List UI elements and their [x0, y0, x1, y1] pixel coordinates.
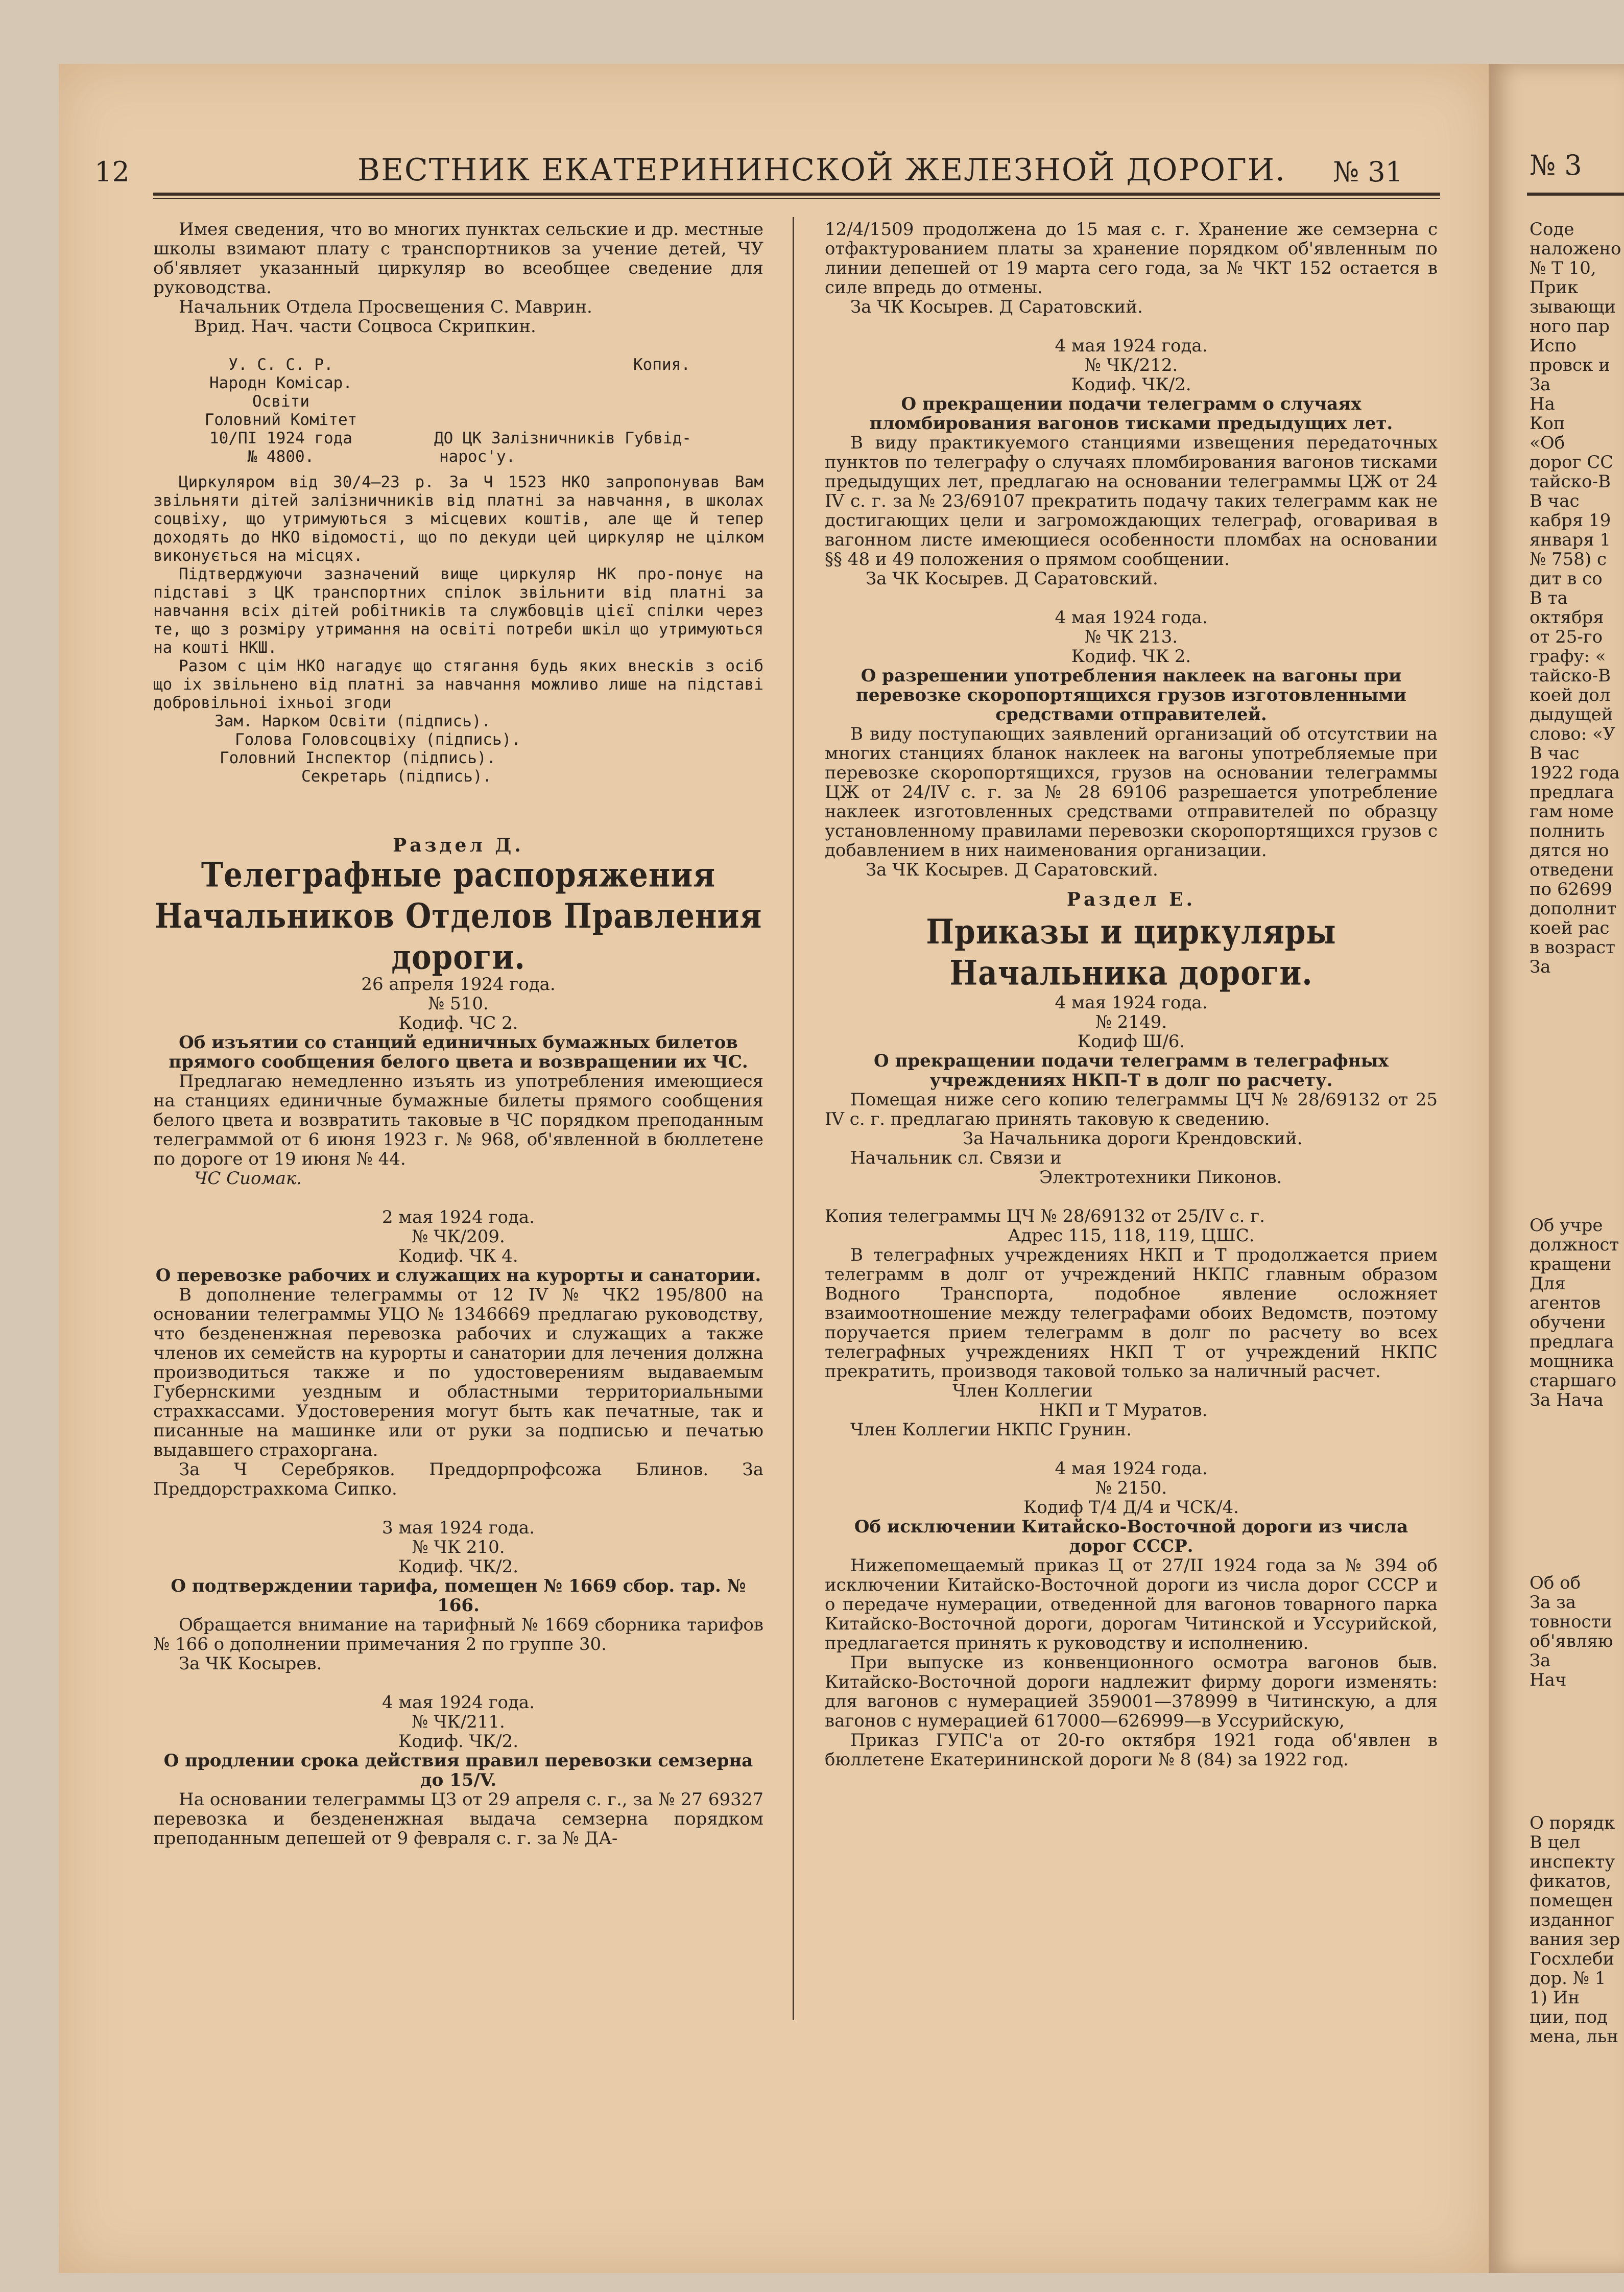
- next-page-line: отведени: [1530, 860, 1614, 880]
- next-page-line: гам номе: [1530, 801, 1614, 822]
- next-page-line: наложено: [1530, 239, 1621, 259]
- right-column: [825, 220, 1438, 1769]
- ua-heading-line: У. С. С. Р.: [228, 356, 333, 374]
- next-page-header: № 3: [1530, 149, 1582, 181]
- codification: Кодиф. ЧС 2.: [398, 1013, 518, 1033]
- next-page-line: О порядк: [1530, 1813, 1615, 1833]
- next-page-line: Нач: [1530, 1670, 1567, 1690]
- date: 4 мая 1924 года.: [1055, 607, 1208, 628]
- next-page-line: от 25-го: [1530, 627, 1603, 647]
- item-text: 12/4/1509 продолжена до 15 мая с. г. Хранение же семзерна с отфактурованием платы за хранение порядком об'явленным по линии депешей от 19 марта сего года, за № ЧКТ 152 остается в силе впредь до отмены.: [825, 219, 1438, 298]
- codification: Кодиф Т/4 Д/4 и ЧСК/4.: [1023, 1497, 1239, 1518]
- next-page-line: обучени: [1530, 1312, 1606, 1333]
- next-page-line: инспекту: [1530, 1852, 1615, 1872]
- item-title: О прекращении подачи телеграмм о случаях пломбирования вагонов тисками предыдущих лет.: [869, 394, 1393, 434]
- item-title: Об исключении Китайско-Восточной дороги из числа дорог СССР.: [854, 1517, 1408, 1556]
- next-page-line: дополнит: [1530, 899, 1617, 919]
- item-text: Нижепомещаемый приказ Ц от 27/II 1924 года за № 394 об исключении Китайско-Восточной дороги из числа дорог СССР и о передаче нумерации, отведенной для вагонов товарного парка Китайско-Восточной дороги, дорогам Читинской и Уссурийской, предлагается принять к руководству и исполнению.: [825, 1555, 1438, 1653]
- signature: За ЧК Косырев. Д Саратовский.: [850, 297, 1143, 317]
- next-page-line: Коп: [1530, 413, 1565, 434]
- next-page-line: кращени: [1530, 1254, 1612, 1274]
- item-title: О прекращении подачи телеграмм в телеграфных учреждениях НКП-Т в долг по расчету.: [873, 1051, 1389, 1091]
- next-page-line: дит в со: [1530, 569, 1603, 589]
- doc-number: № ЧК/212.: [1084, 355, 1178, 375]
- doc-number: № 2150.: [1095, 1478, 1167, 1498]
- signature: Зам. Нарком Освiти (пiдпись).: [214, 712, 491, 730]
- codification: Кодиф. ЧК 2.: [1071, 646, 1191, 667]
- signature: Электротехники Пиконов.: [1039, 1167, 1282, 1188]
- signature: За Ч Серебряков. Преддорпрофсожа Блинов. За Преддорстрахкома Сипко.: [153, 1459, 763, 1499]
- next-page-line: помещен: [1530, 1891, 1614, 1911]
- next-page-line: должност: [1530, 1235, 1619, 1255]
- next-page-line: дор. № 1: [1530, 1968, 1606, 1989]
- telegram-address: Адрес 115, 118, 119, ЦШС.: [1008, 1225, 1255, 1246]
- next-page-line: За: [1530, 957, 1551, 977]
- next-page-rule: [1527, 193, 1624, 196]
- section-label: Раздел Е.: [1066, 889, 1196, 910]
- item-text: Приказ ГУПС'а от 20-го октября 1921 года об'явлен в бюллетене Екатерининской дороги № 8 (84) за 1922 год.: [825, 1730, 1438, 1770]
- date: 4 мая 1924 года.: [1055, 993, 1208, 1013]
- codification: Кодиф. ЧК/2.: [398, 1731, 519, 1752]
- issue-number: № 31: [1333, 156, 1403, 188]
- ua-heading-line: Головний Комiтет: [204, 411, 357, 429]
- next-page-line: 1922 года: [1530, 763, 1620, 783]
- doc-number: № ЧК/209.: [412, 1226, 505, 1247]
- header-rule-thin: [153, 198, 1440, 199]
- signature: Секретарь (пiдпись).: [301, 767, 492, 786]
- date: 4 мая 1924 года.: [1055, 336, 1208, 356]
- next-page-line: дорог СС: [1530, 452, 1614, 472]
- ua-paragraph: Пiдтверджуючи зазначений вище циркуляр НК про-понує на пiдставi з ЦК транспортних спiлок звiльнити вiд платнi за навчання всiх дiтей робiтникiв та службовцiв цiєї спiлки через те, що з розмiру утримання на освiтi потреби шкiл що утримуються на коштi НКШ.: [153, 565, 763, 657]
- item-text: В телеграфных учреждениях НКП и Т продолжается прием телеграмм в долг от учреждений НКПС главным образом Водного Транспорта, подобное явление осложняет взаимоотношение между телеграфами обоих Ведомств, поэтому поручается прием телеграмм в долг по расчету во всех телеграфных учреждениях НКП Т от учреждений НКПС прекратить, производя таковой только за наличный расчет.: [825, 1245, 1438, 1382]
- next-page-line: октября: [1530, 607, 1604, 628]
- codification: Кодиф Ш/6.: [1077, 1031, 1185, 1052]
- signature: Начальник сл. Связи и: [850, 1148, 1062, 1168]
- next-page-line: ции, под: [1530, 2007, 1608, 2027]
- section-label: Раздел Д.: [393, 835, 524, 856]
- next-page-line: Испо: [1530, 336, 1577, 356]
- copy-mark: Копия.: [633, 356, 690, 374]
- next-page-text: [1530, 1216, 1619, 1410]
- ua-heading-line: 10/ПI 1924 года: [209, 429, 352, 447]
- next-page-line: зывающи: [1530, 297, 1616, 317]
- next-page-line: кабря 19: [1530, 510, 1611, 531]
- doc-number: № ЧК 210.: [412, 1537, 505, 1557]
- signature: Голова Головсоцвiху (пiдпись).: [235, 730, 521, 749]
- next-page-text: [1530, 1813, 1620, 2046]
- page-title: ВЕСТНИК ЕКАТЕРИНИНСКОЙ ЖЕЛЕЗНОЙ ДОРОГИ.: [357, 152, 1286, 188]
- date: 3 мая 1924 года.: [381, 1518, 535, 1538]
- next-page-line: дыдущей: [1530, 704, 1613, 725]
- next-page-line: об'являю: [1530, 1631, 1613, 1651]
- next-page-line: вания зер: [1530, 1929, 1620, 1950]
- next-page-line: по 62699: [1530, 879, 1613, 900]
- ua-heading-line: Освiти: [252, 392, 309, 411]
- signature: Член Коллегии НКПС Грунин.: [850, 1420, 1132, 1440]
- next-page-line: графу: «: [1530, 646, 1606, 667]
- next-page-line: в возраст: [1530, 937, 1615, 958]
- signature: ЧС Сиомак.: [194, 1168, 302, 1189]
- signature: Член Коллегии: [952, 1381, 1093, 1401]
- next-page-line: мена, льн: [1530, 2026, 1618, 2047]
- next-page-line: Для: [1530, 1273, 1566, 1294]
- telegram-copy: Копия телеграммы ЦЧ № 28/69132 от 25/IV с. г.: [825, 1206, 1265, 1226]
- next-page-line: В час: [1530, 743, 1580, 764]
- codification: Кодиф. ЧК/2.: [398, 1556, 519, 1577]
- doc-number: № ЧК 213.: [1084, 627, 1178, 647]
- section-title: Приказы и циркуляры Начальника дороги.: [926, 911, 1336, 993]
- item-text: В виду практикуемого станциями извещения передаточных пунктов по телеграфу о случаях пломбирования вагонов тисками предыдущих лет, предлагаю на основании телеграммы ЦЖ от 24 IV с. г. за № 23/69107 прекратить подачу таких телеграмм как не достигающих цели и загромождающих телеграф, оговаривая в вагонном листе имеющиеся особенности пломбах на основании §§ 48 и 49 положения о прямом сообщении.: [825, 433, 1438, 570]
- ua-addressee: нарос'у.: [439, 447, 516, 466]
- column-divider: [793, 217, 794, 2020]
- signature: За ЧК Косырев. Д Саратовский.: [866, 860, 1158, 880]
- item-text: Обращается внимание на тарифный № 1669 сборника тарифов № 166 о дополнении примечания 2 по группе 30.: [153, 1615, 763, 1655]
- signature: За Начальника дороги Крендовский.: [963, 1128, 1303, 1149]
- item-text: В виду поступающих заявлений организаций об отсутствии на многих станциях бланок наклеек на вагоны употребляемые при перевозке скоропортящихся, грузов на основании телеграммы ЦЖ от 24/IV с. г. за № 28 69106 разрешается употребление наклеек изготовленных средствами отправителей по образцу установленному правилами перевозки скоропортящихся грузов с добавлением в них наименования организации.: [825, 724, 1438, 861]
- next-page-line: № Т 10,: [1530, 258, 1596, 278]
- next-page-line: Об учре: [1530, 1215, 1603, 1236]
- item-text: На основании телеграммы ЦЗ от 29 апреля с. г., за № 27 69327 перевозка и бездененжная выдача семзерна порядком преподанным депешей от 9 февраля с. г. за № ДА-: [153, 1789, 763, 1849]
- signature: За ЧК Косырев.: [179, 1653, 322, 1674]
- item-title: Об изъятии со станций единичных бумажных билетов прямого сообщения белого цвета и возвращении их ЧС.: [169, 1032, 748, 1072]
- ua-heading-line: № 4800.: [247, 447, 315, 466]
- ua-addressee: ДО ЦК Залiзничникiв Губвiд-: [434, 429, 691, 447]
- next-page-line: ного пар: [1530, 316, 1610, 337]
- next-page-line: слово: «У: [1530, 724, 1616, 744]
- intro-paragraph: Имея сведения, что во многих пунктах сельские и др. местные школы взимают плату с транспортников за учение детей, ЧУ об'являет указанный циркуляр во всеобщее сведение для руководства.: [153, 219, 763, 298]
- codification: Кодиф. ЧК/2.: [1071, 374, 1191, 395]
- next-page-line: На: [1530, 394, 1555, 414]
- next-page-line: В та: [1530, 588, 1568, 608]
- next-page-line: полнить: [1530, 821, 1605, 841]
- ua-paragraph: Циркуляром вiд 30/4—23 р. За Ч 1523 НКО запропонував Вам звiльняти дiтей залiзничникiв вiд платнi за навчання, в школах соцвiху, що утримуються з мiсцевих коштiв, але ще й тепер доходять до НКО вiдомостi, що по декуди цей циркуляр не цiлком виконується на мiсцях.: [153, 473, 763, 565]
- item-title: О разрешении употребления наклеек на вагоны при перевозке скоропортящихся грузов изготовленными средствами отправителей.: [855, 666, 1406, 725]
- date: 4 мая 1924 года.: [381, 1692, 535, 1713]
- doc-number: № 510.: [428, 994, 489, 1014]
- next-page-line: коей дол: [1530, 685, 1611, 705]
- next-page-line: товности: [1530, 1612, 1613, 1632]
- item-text: В дополнение телеграммы от 12 IV № ЧК2 195/800 на основании телеграммы УЦО № 1346669 предлагаю руководству, что бездененжная перевозка рабочих и служащих а также членов их семейств на курорты и санатории для лечения должна производиться также и по удостоверениям выдаваемым Губернскими уездным и областными территориальными страхкассами. Удостоверения могут быть как печатные, так и писанные на машинке или от руки за подписью и печатью выдавшего страхоргана.: [153, 1285, 763, 1460]
- page-number: 12: [94, 156, 130, 188]
- header-rule: [153, 193, 1440, 196]
- next-page-line: «Об: [1530, 433, 1565, 453]
- next-page-line: предлага: [1530, 782, 1614, 802]
- ua-heading-line: Народн Комiсар.: [209, 374, 352, 392]
- next-page-line: старшаго: [1530, 1371, 1617, 1391]
- date: 4 мая 1924 года.: [1055, 1458, 1208, 1479]
- next-page-line: мощника: [1530, 1351, 1614, 1372]
- codification: Кодиф. ЧК 4.: [398, 1246, 518, 1266]
- next-page-line: Об об: [1530, 1573, 1581, 1593]
- signature: Врид. Нач. части Соцвоса Скрипкин.: [194, 316, 536, 337]
- ua-paragraph: Разом с цiм НКО нагадує що стягання будь яких внескiв з осiб що iх звiльнено вiд платнi за навчання можливо лише на пiдставi добровiльноi iхньоi згоди: [153, 657, 763, 712]
- signature: Головний Iнспектор (пiдпись).: [220, 749, 496, 767]
- item-text: При выпуске из конвенционного осмотра вагонов быв. Китайско-Восточной дороги надлежит фирму дороги изменять: для вагонов с нумерацией 359001—378999 в Читинскую, а для вагонов с нумерацией 617000—626999—в Уссурийскую,: [825, 1652, 1438, 1731]
- item-title: О перевозке рабочих и служащих на курорты и санатории.: [155, 1265, 761, 1286]
- item-title: О подтверждении тарифа, помещен № 1669 сбор. тар. № 166.: [171, 1576, 746, 1616]
- signature: НКП и Т Муратов.: [1039, 1400, 1208, 1421]
- section-title: Телеграфные распоряжения Начальников Отделов Правления дороги.: [154, 855, 762, 977]
- next-page-line: За Нача: [1530, 1390, 1604, 1410]
- item-text: Помещая ниже сего копию телеграммы ЦЧ № 28/69132 от 25 IV с. г. предлагаю принять таковую к сведению.: [825, 1090, 1438, 1129]
- next-page-line: Соде: [1530, 219, 1574, 240]
- next-page-line: Прик: [1530, 277, 1579, 298]
- next-page-line: Госхлеби: [1530, 1949, 1615, 1969]
- next-page-line: провск и: [1530, 355, 1610, 375]
- next-page-line: фикатов,: [1530, 1871, 1612, 1892]
- ua-signatures: [153, 712, 763, 786]
- next-page-line: дятся но: [1530, 840, 1609, 861]
- next-page-line: В цел: [1530, 1832, 1581, 1853]
- next-page-line: агентов: [1530, 1293, 1601, 1313]
- left-column: [153, 220, 763, 1848]
- date: 26 апреля 1924 года.: [361, 974, 556, 995]
- next-page-line: В час: [1530, 491, 1580, 511]
- doc-number: № ЧК/211.: [412, 1712, 505, 1732]
- date: 2 мая 1924 года.: [381, 1207, 535, 1227]
- next-page-line: предлага: [1530, 1332, 1614, 1352]
- next-page-line: № 758) с: [1530, 549, 1607, 570]
- doc-number: № 2149.: [1095, 1012, 1167, 1032]
- signature: Начальник Отдела Просвещения С. Маврин.: [179, 297, 592, 317]
- next-page-line: тайско-В: [1530, 471, 1611, 492]
- next-page-line: За за: [1530, 1592, 1577, 1613]
- next-page-line: За: [1530, 374, 1551, 395]
- item-title: О продлении срока действия правил перевозки семзерна до 15/V.: [163, 1751, 753, 1790]
- ua-heading: [153, 356, 763, 473]
- item-text: Предлагаю немедленно изъять из употребления имеющиеся на станциях единичные бумажные билеты прямого сообщения белого цвета и возвратить таковые в ЧС порядком преподанным телеграммой от 6 июня 1923 г. № 968, об'явленной в бюллетене по дороге от 19 июня № 44.: [153, 1071, 763, 1169]
- next-page-text: [1530, 1573, 1613, 1690]
- next-page-line: изданног: [1530, 1910, 1615, 1930]
- next-page-line: 1) Ин: [1530, 1988, 1580, 2008]
- next-page-line: За: [1530, 1650, 1551, 1671]
- signature: За ЧК Косырев. Д Саратовский.: [866, 569, 1158, 589]
- next-page-line: тайско-В: [1530, 666, 1611, 686]
- next-page-text: [1530, 220, 1621, 977]
- next-page-line: января 1: [1530, 530, 1611, 550]
- next-page-line: коей рас: [1530, 918, 1610, 938]
